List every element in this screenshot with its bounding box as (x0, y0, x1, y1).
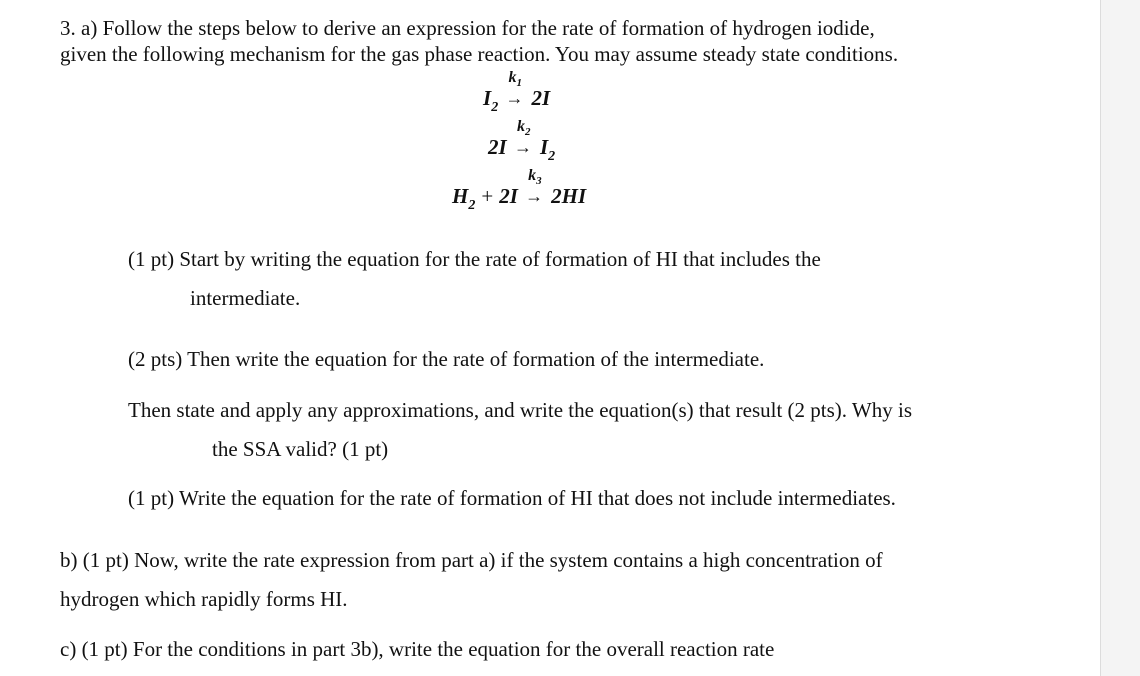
arrow-icon: → (505, 88, 524, 108)
step1-reactant: I (483, 86, 492, 110)
part-a1-line-1: (1 pt) Start by writing the equation for the rate of formation of HI that includes the (128, 247, 821, 271)
step3-k-subscript: 3 (536, 175, 542, 187)
step2-arrow (513, 118, 538, 159)
question-intro-line-2: given the following mechanism for the gas phase reaction. You may assume steady state conditions. (60, 42, 899, 66)
part-b-line-2: hydrogen which rapidly forms HI. (60, 587, 348, 611)
step2-reactant: 2I (488, 135, 507, 159)
step3-reactant-a: H (452, 184, 469, 208)
part-a2: (2 pts) Then write the equation for the rate of formation of the intermediate. (128, 347, 765, 371)
step3-plus: + (481, 184, 494, 208)
scrollbar-gutter[interactable] (1100, 0, 1140, 676)
step3-k: k (528, 167, 537, 184)
part-a3-line-1: Then state and apply any approximations, and write the equation(s) that result (2 pts). Why is (128, 398, 913, 422)
part-a1-line-2: intermediate. (190, 286, 301, 310)
part-b-line-1: b) (1 pt) Now, write the rate expression from part a) if the system contains a high concentration of (60, 548, 883, 572)
step3-arrow (525, 167, 549, 208)
step1-reactant-subscript: 2 (491, 100, 499, 115)
step2-k: k (516, 118, 525, 135)
arrow-icon: → (525, 186, 544, 206)
part-a3-line-2: the SSA valid? (1 pt) (212, 437, 389, 461)
step2-k-subscript: 2 (524, 126, 531, 138)
arrow-icon: → (513, 137, 532, 157)
part-c: c) (1 pt) For the conditions in part 3b), write the equation for the overall reaction rate (60, 637, 775, 661)
step2-product-subscript: 2 (548, 149, 556, 164)
part-a4: (1 pt) Write the equation for the rate of formation of HI that does not include intermediates. (128, 486, 896, 510)
step3-reactant-b: 2I (499, 184, 518, 208)
step1-k: k (508, 69, 517, 86)
step3-reactant-a-subscript: 2 (468, 198, 476, 213)
step1-arrow (505, 69, 529, 110)
mechanism-step-3 (452, 167, 587, 213)
step3-product: 2HI (551, 184, 587, 208)
mechanism-step-1 (483, 69, 551, 115)
question-intro-line-1: 3. a) Follow the steps below to derive an expression for the rate of formation of hydrogen iodide, (60, 16, 875, 40)
step1-product: 2I (531, 86, 551, 110)
step1-k-subscript: 1 (516, 77, 522, 89)
step2-product: I (539, 135, 549, 159)
mechanism-step-2 (488, 118, 556, 164)
